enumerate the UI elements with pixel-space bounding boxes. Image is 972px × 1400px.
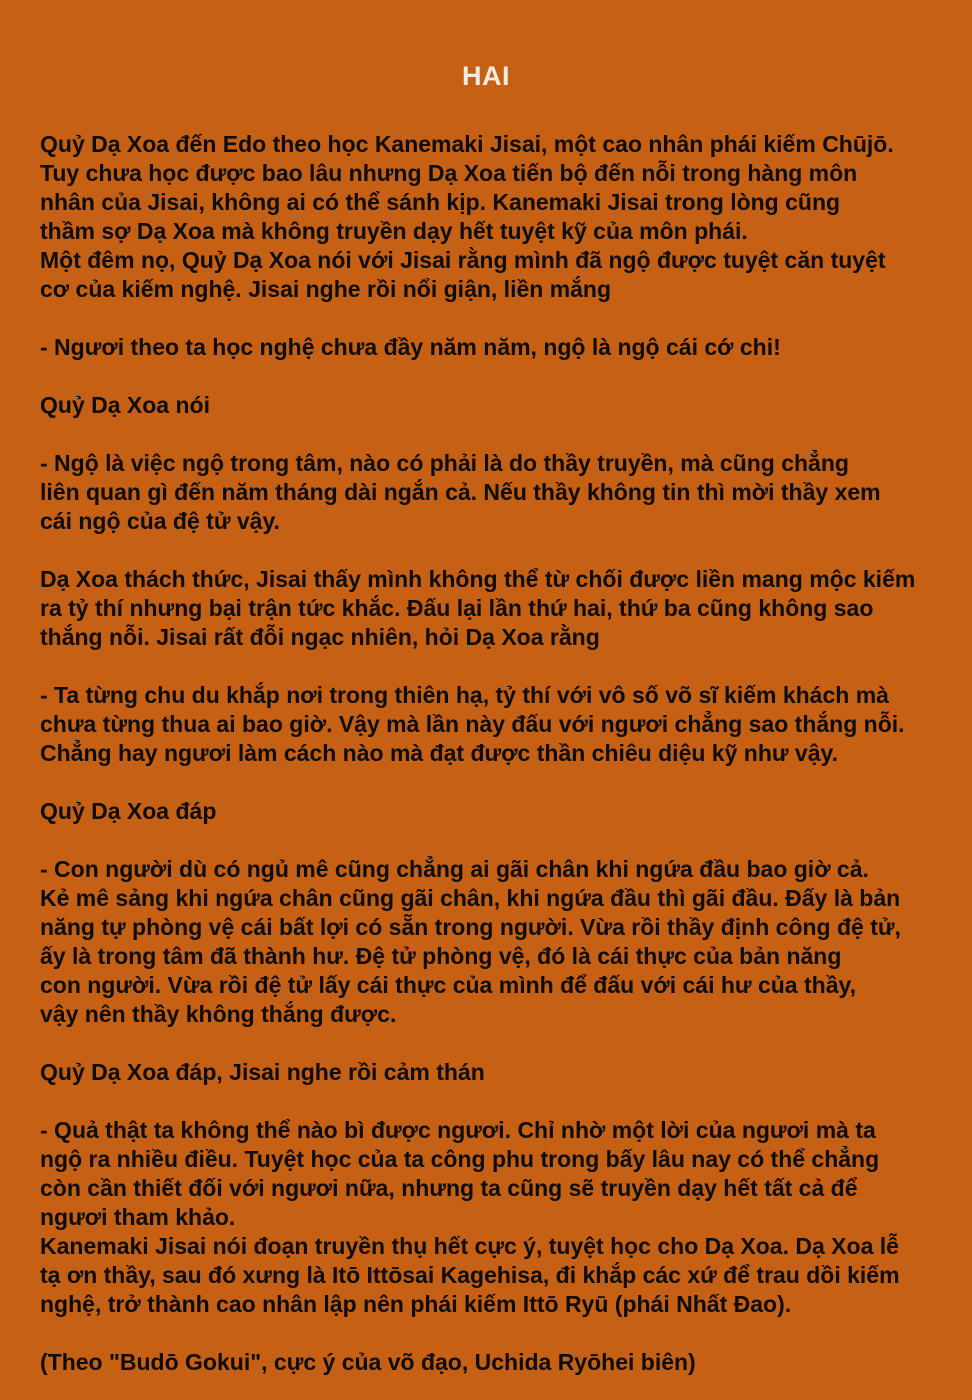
page-content: [40, 130, 968, 1377]
text-line: năng tự phòng vệ cái bất lợi có sẵn trong người. Vừa rồi thầy định công đệ tử,: [40, 914, 901, 940]
text-line: - Quả thật ta không thể nào bì được ngươi. Chỉ nhờ một lời của ngươi mà ta: [40, 1117, 876, 1143]
text-line: ngộ ra nhiều điều. Tuyệt học của ta công phu trong bấy lâu nay có thể chẳng: [40, 1146, 880, 1172]
text-line: cơ của kiếm nghệ. Jisai nghe rồi nổi giận, liền mắng: [40, 276, 612, 302]
text-line: - Con người dù có ngủ mê cũng chẳng ai gãi chân khi ngứa đầu bao giờ cả.: [40, 856, 869, 882]
text-line: chưa từng thua ai bao giờ. Vậy mà lần này đấu với ngươi chẳng sao thắng nỗi.: [40, 711, 905, 737]
text-line: thầm sợ Dạ Xoa mà không truyền dạy hết tuyệt kỹ của môn phái.: [40, 218, 748, 244]
text-line: liên quan gì đến năm tháng dài ngắn cả. Nếu thầy không tin thì mời thầy xem: [40, 479, 881, 505]
text-line: Quỷ Dạ Xoa đáp: [40, 798, 217, 824]
dialogue-paragraph: [40, 681, 968, 768]
text-line: - Ta từng chu du khắp nơi trong thiên hạ, tỷ thí với vô số võ sĩ kiếm khách mà: [40, 682, 889, 708]
text-line: Kanemaki Jisai nói đoạn truyền thụ hết cực ý, tuyệt học cho Dạ Xoa. Dạ Xoa lễ: [40, 1233, 899, 1259]
paragraph: [40, 565, 968, 652]
text-line: Tuy chưa học được bao lâu nhưng Dạ Xoa tiến bộ đến nỗi trong hàng môn: [40, 160, 858, 186]
text-line: nhân của Jisai, không ai có thể sánh kịp. Kanemaki Jisai trong lòng cũng: [40, 189, 841, 215]
chapter-title: HAI: [462, 61, 510, 91]
dialogue-paragraph: [40, 855, 968, 1029]
text-line: vậy nên thầy không thắng được.: [40, 1001, 397, 1027]
text-line: con người. Vừa rồi đệ tử lấy cái thực của mình để đấu với cái hư của thầy,: [40, 972, 856, 998]
narration-line: [40, 1058, 968, 1087]
text-line: còn cần thiết đối với ngươi nữa, nhưng ta cũng sẽ truyền dạy hết tất cả để: [40, 1175, 858, 1201]
text-line: Kẻ mê sảng khi ngứa chân cũng gãi chân, khi ngứa đầu thì gãi đầu. Đấy là bản: [40, 885, 901, 911]
narration-line: [40, 391, 968, 420]
text-line: - Ngươi theo ta học nghệ chưa đầy năm năm, ngộ là ngộ cái cớ chi!: [40, 334, 781, 360]
dialogue-paragraph: [40, 1116, 968, 1319]
paragraph: [40, 130, 968, 304]
text-line: Quỷ Dạ Xoa đến Edo theo học Kanemaki Jisai, một cao nhân phái kiếm Chūjō.: [40, 131, 894, 157]
text-line: tạ ơn thầy, sau đó xưng là Itō Ittōsai Kagehisa, đi khắp các xứ để trau dồi kiếm: [40, 1262, 900, 1288]
text-line: cái ngộ của đệ tử vậy.: [40, 508, 280, 534]
text-line: Dạ Xoa thách thức, Jisai thấy mình không thể từ chối được liền mang mộc kiếm: [40, 566, 916, 592]
text-line: Quỷ Dạ Xoa nói: [40, 392, 210, 418]
text-line: Chẳng hay ngươi làm cách nào mà đạt được thần chiêu diệu kỹ như vậy.: [40, 740, 838, 766]
text-line: thắng nỗi. Jisai rất đỗi ngạc nhiên, hỏi Dạ Xoa rằng: [40, 624, 600, 650]
text-line: Quỷ Dạ Xoa đáp, Jisai nghe rồi cảm thán: [40, 1059, 485, 1085]
source-citation: [40, 1348, 968, 1377]
dialogue-paragraph: [40, 449, 968, 536]
dialogue-line: [40, 333, 968, 362]
text-line: Một đêm nọ, Quỷ Dạ Xoa nói với Jisai rằng mình đã ngộ được tuyệt căn tuyệt: [40, 247, 886, 273]
text-line: ấy là trong tâm đã thành hư. Đệ tử phòng vệ, đó là cái thực của bản năng: [40, 943, 842, 969]
text-line: ngươi tham khảo.: [40, 1204, 236, 1230]
text-line: ra tỷ thí nhưng bại trận tức khắc. Đấu lại lần thứ hai, thứ ba cũng không sao: [40, 595, 874, 621]
text-line: nghệ, trở thành cao nhân lập nên phái kiếm Ittō Ryū (phái Nhất Đao).: [40, 1291, 792, 1317]
text-line: (Theo "Budō Gokui", cực ý của võ đạo, Uchida Ryōhei biên): [40, 1349, 696, 1375]
text-line: - Ngộ là việc ngộ trong tâm, nào có phải là do thầy truyền, mà cũng chẳng: [40, 450, 849, 476]
narration-line: [40, 797, 968, 826]
